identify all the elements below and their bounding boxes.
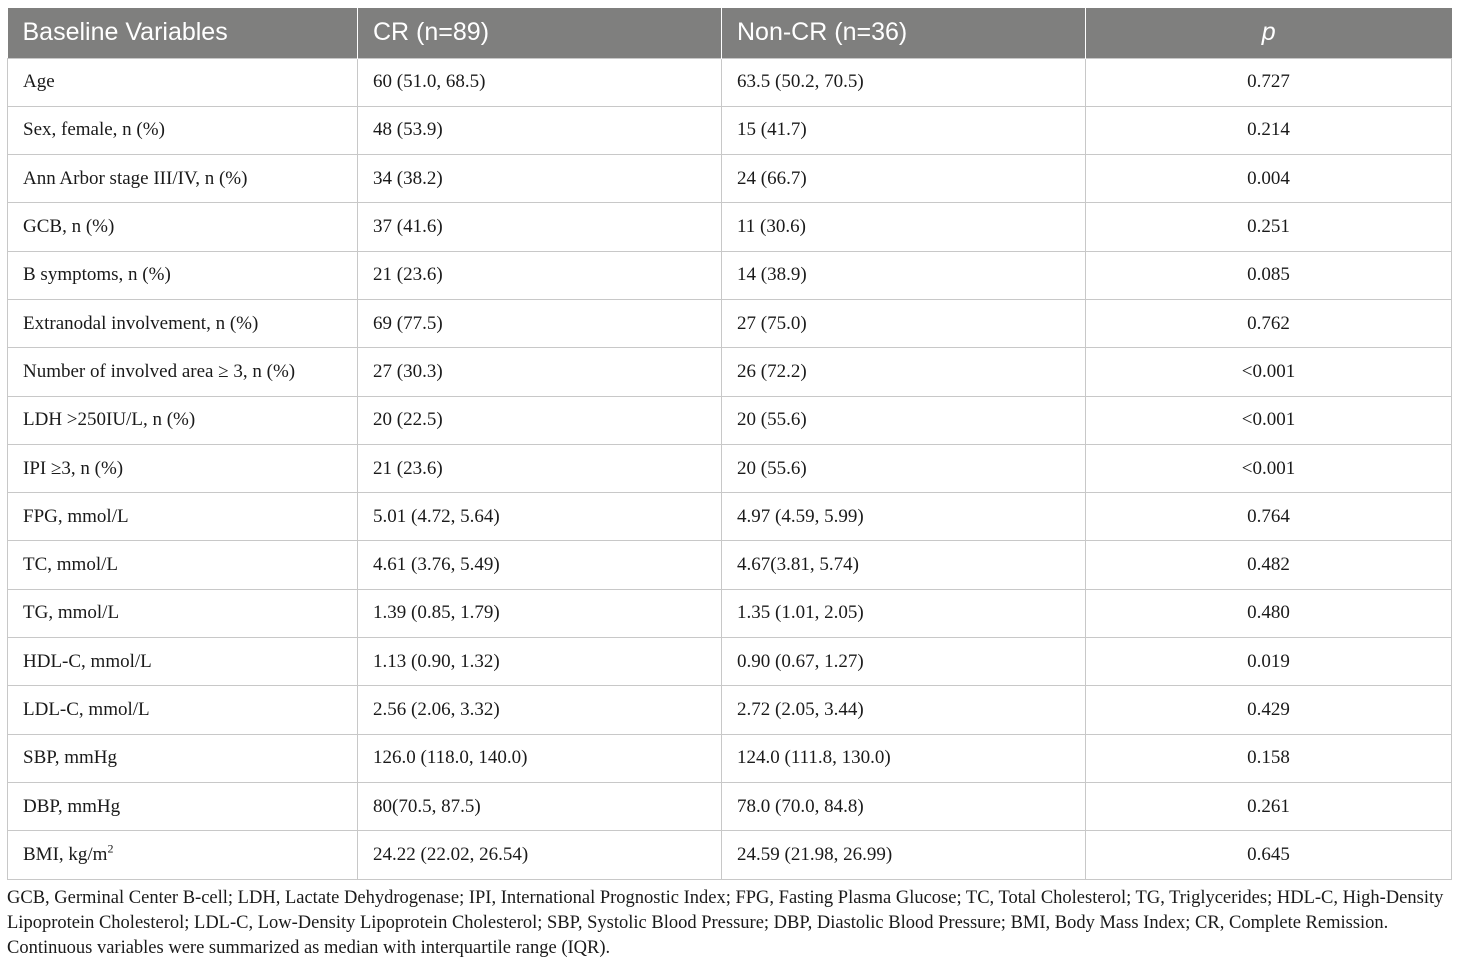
table-header-row bbox=[8, 8, 1452, 58]
cell-non-cr-text: 11 (30.6) bbox=[737, 216, 806, 238]
cell-cr-text: 5.01 (4.72, 5.64) bbox=[373, 505, 500, 527]
cell-non-cr bbox=[722, 493, 1086, 541]
cell-variable-text: TC, mmol/L bbox=[23, 554, 118, 576]
cell-p-value bbox=[1086, 589, 1452, 637]
cell-p-value bbox=[1086, 638, 1452, 686]
cell-non-cr-text: 0.90 (0.67, 1.27) bbox=[737, 650, 864, 672]
cell-p-value bbox=[1086, 782, 1452, 830]
cell-variable-text: DBP, mmHg bbox=[23, 795, 121, 817]
cell-non-cr bbox=[722, 299, 1086, 347]
cell-p-value-text: 0.764 bbox=[1247, 505, 1290, 527]
table-row bbox=[8, 396, 1452, 444]
cell-p-value bbox=[1086, 106, 1452, 154]
cell-variable-text: TG, mmol/L bbox=[23, 602, 120, 624]
cell-p-value-text: 0.480 bbox=[1247, 602, 1290, 624]
cell-variable bbox=[8, 493, 358, 541]
cell-cr bbox=[358, 589, 722, 637]
cell-p-value-text: 0.085 bbox=[1247, 264, 1290, 286]
cell-variable-text: LDH >250IU/L, n (%) bbox=[23, 409, 196, 431]
cell-non-cr-text: 20 (55.6) bbox=[737, 457, 807, 479]
cell-cr bbox=[358, 58, 722, 106]
cell-p-value-text: 0.482 bbox=[1247, 554, 1290, 576]
table-row bbox=[8, 444, 1452, 492]
cell-p-value bbox=[1086, 493, 1452, 541]
cell-cr-text: 4.61 (3.76, 5.49) bbox=[373, 554, 500, 576]
footnote-abbreviations: GCB, Germinal Center B-cell; LDH, Lactate Dehydrogenase; IPI, International Prognostic Index; FPG, Fasting Plasma Glucose; TC, Total Cholesterol; TG, Triglycerides; HDL-C, High-Density Lipoprotein Cholesterol; LDL-C, Low-Density Lipoprotein Cholesterol; SBP, Systolic Blood Pressure; DBP, Diastolic Blood Pressure; BMI, Body Mass Index; CR, Complete Remission. bbox=[7, 888, 1444, 933]
cell-cr-text: 69 (77.5) bbox=[373, 312, 443, 334]
cell-variable-text: HDL-C, mmol/L bbox=[23, 650, 152, 672]
cell-non-cr-text: 27 (75.0) bbox=[737, 312, 807, 334]
cell-non-cr bbox=[722, 106, 1086, 154]
cell-non-cr bbox=[722, 58, 1086, 106]
cell-variable-text: B symptoms, n (%) bbox=[23, 264, 171, 286]
cell-variable bbox=[8, 299, 358, 347]
cell-variable bbox=[8, 396, 358, 444]
cell-p-value bbox=[1086, 686, 1452, 734]
cell-non-cr bbox=[722, 541, 1086, 589]
cell-p-value bbox=[1086, 58, 1452, 106]
cell-variable-text: GCB, n (%) bbox=[23, 216, 115, 238]
cell-cr bbox=[358, 396, 722, 444]
cell-p-value bbox=[1086, 831, 1452, 879]
header-p-value: p bbox=[1086, 8, 1452, 58]
cell-variable bbox=[8, 444, 358, 492]
table-row bbox=[8, 638, 1452, 686]
table-row bbox=[8, 493, 1452, 541]
cell-non-cr bbox=[722, 831, 1086, 879]
cell-cr-text: 48 (53.9) bbox=[373, 119, 443, 141]
cell-cr-text: 126.0 (118.0, 140.0) bbox=[373, 747, 528, 769]
table-row bbox=[8, 348, 1452, 396]
cell-p-value-text: 0.214 bbox=[1247, 119, 1290, 141]
cell-variable bbox=[8, 734, 358, 782]
cell-p-value-text: 0.251 bbox=[1247, 216, 1290, 238]
cell-non-cr bbox=[722, 251, 1086, 299]
cell-p-value-text: 0.645 bbox=[1247, 843, 1290, 865]
cell-variable bbox=[8, 638, 358, 686]
cell-non-cr-text: 124.0 (111.8, 130.0) bbox=[737, 747, 891, 769]
cell-cr bbox=[358, 203, 722, 251]
cell-non-cr-text: 14 (38.9) bbox=[737, 264, 807, 286]
cell-cr bbox=[358, 782, 722, 830]
cell-cr bbox=[358, 541, 722, 589]
cell-cr bbox=[358, 638, 722, 686]
cell-variable bbox=[8, 203, 358, 251]
cell-non-cr bbox=[722, 638, 1086, 686]
cell-p-value-text: 0.004 bbox=[1247, 167, 1290, 189]
cell-variable bbox=[8, 251, 358, 299]
cell-cr-text: 34 (38.2) bbox=[373, 167, 443, 189]
footnote-note: Continuous variables were summarized as median with interquartile range (IQR). bbox=[7, 938, 611, 958]
cell-cr bbox=[358, 251, 722, 299]
cell-p-value bbox=[1086, 155, 1452, 203]
cell-variable-text: FPG, mmol/L bbox=[23, 505, 129, 527]
cell-non-cr-text: 26 (72.2) bbox=[737, 360, 807, 382]
cell-p-value-text: 0.261 bbox=[1247, 795, 1290, 817]
cell-variable-text: Age bbox=[23, 71, 55, 93]
cell-non-cr-text: 24.59 (21.98, 26.99) bbox=[737, 843, 893, 865]
cell-non-cr-text: 2.72 (2.05, 3.44) bbox=[737, 699, 864, 720]
cell-variable bbox=[8, 589, 358, 637]
cell-cr bbox=[358, 299, 722, 347]
unit-superscript: 2 bbox=[107, 841, 114, 856]
cell-p-value bbox=[1086, 251, 1452, 299]
table-row bbox=[8, 734, 1452, 782]
cell-variable bbox=[8, 541, 358, 589]
cell-cr bbox=[358, 106, 722, 154]
header-baseline-variables: Baseline Variables bbox=[8, 8, 358, 58]
cell-cr-text: 20 (22.5) bbox=[373, 409, 443, 431]
cell-non-cr-text: 1.35 (1.01, 2.05) bbox=[737, 602, 864, 624]
table-row bbox=[8, 831, 1452, 879]
table-footnote bbox=[7, 886, 1453, 961]
table-row bbox=[8, 58, 1452, 106]
cell-cr-text: 27 (30.3) bbox=[373, 360, 443, 382]
cell-non-cr-text: 24 (66.7) bbox=[737, 167, 807, 189]
cell-variable-text: Extranodal involvement, n (%) bbox=[23, 312, 259, 334]
cell-cr-text: 80(70.5, 87.5) bbox=[373, 795, 481, 817]
cell-cr-text: 1.39 (0.85, 1.79) bbox=[373, 602, 500, 624]
cell-non-cr-text: 78.0 (70.0, 84.8) bbox=[737, 795, 864, 817]
cell-variable-text: Sex, female, n (%) bbox=[23, 119, 165, 141]
cell-cr-text: 60 (51.0, 68.5) bbox=[373, 71, 486, 93]
cell-variable bbox=[8, 782, 358, 830]
cell-non-cr bbox=[722, 203, 1086, 251]
cell-p-value-text: <0.001 bbox=[1241, 409, 1296, 431]
baseline-table-container bbox=[7, 8, 1451, 880]
table-row bbox=[8, 299, 1452, 347]
cell-variable-text: SBP, mmHg bbox=[23, 747, 117, 769]
cell-variable bbox=[8, 106, 358, 154]
cell-p-value bbox=[1086, 299, 1452, 347]
cell-p-value-text: 0.762 bbox=[1247, 312, 1290, 334]
cell-cr bbox=[358, 348, 722, 396]
cell-non-cr bbox=[722, 782, 1086, 830]
cell-p-value-text: 0.158 bbox=[1247, 747, 1290, 769]
cell-p-value bbox=[1086, 444, 1452, 492]
table-body bbox=[8, 58, 1452, 879]
cell-cr-text: 21 (23.6) bbox=[373, 457, 443, 479]
cell-variable-text: Number of involved area ≥ 3, n (%) bbox=[23, 360, 296, 382]
cell-cr-text: 24.22 (22.02, 26.54) bbox=[373, 843, 529, 865]
cell-cr-text: 2.56 (2.06, 3.32) bbox=[373, 699, 500, 720]
cell-p-value bbox=[1086, 396, 1452, 444]
cell-non-cr bbox=[722, 348, 1086, 396]
table-row bbox=[8, 106, 1452, 154]
cell-variable bbox=[8, 686, 358, 734]
cell-p-value-text: 0.429 bbox=[1247, 699, 1290, 720]
table-row bbox=[8, 203, 1452, 251]
cell-variable-text: IPI ≥3, n (%) bbox=[23, 457, 124, 479]
cell-cr bbox=[358, 831, 722, 879]
cell-non-cr bbox=[722, 155, 1086, 203]
cell-non-cr bbox=[722, 589, 1086, 637]
cell-cr bbox=[358, 155, 722, 203]
cell-non-cr bbox=[722, 734, 1086, 782]
cell-p-value-text: <0.001 bbox=[1241, 457, 1296, 479]
cell-p-value bbox=[1086, 348, 1452, 396]
cell-p-value bbox=[1086, 541, 1452, 589]
cell-p-value-text: 0.727 bbox=[1247, 71, 1290, 93]
cell-non-cr-text: 15 (41.7) bbox=[737, 119, 807, 141]
header-cr: CR (n=89) bbox=[358, 8, 722, 58]
cell-p-value-text: 0.019 bbox=[1247, 650, 1290, 672]
cell-cr-text: 37 (41.6) bbox=[373, 216, 443, 238]
cell-variable bbox=[8, 58, 358, 106]
cell-non-cr-text: 63.5 (50.2, 70.5) bbox=[737, 71, 864, 93]
cell-variable-text: Ann Arbor stage III/IV, n (%) bbox=[23, 167, 248, 189]
cell-cr bbox=[358, 734, 722, 782]
cell-cr bbox=[358, 686, 722, 734]
cell-non-cr-text: 4.97 (4.59, 5.99) bbox=[737, 505, 864, 527]
cell-cr bbox=[358, 444, 722, 492]
cell-non-cr bbox=[722, 396, 1086, 444]
cell-non-cr-text: 4.67(3.81, 5.74) bbox=[737, 554, 859, 576]
cell-variable-text: BMI, kg/m bbox=[23, 843, 108, 865]
cell-non-cr bbox=[722, 686, 1086, 734]
table-row bbox=[8, 541, 1452, 589]
cell-cr-text: 21 (23.6) bbox=[373, 264, 443, 286]
cell-variable bbox=[8, 831, 358, 879]
table-row bbox=[8, 589, 1452, 637]
cell-variable bbox=[8, 348, 358, 396]
cell-cr bbox=[358, 493, 722, 541]
cell-cr-text: 1.13 (0.90, 1.32) bbox=[373, 650, 500, 672]
table-row bbox=[8, 782, 1452, 830]
cell-variable-text: LDL-C, mmol/L bbox=[23, 699, 150, 720]
table-row bbox=[8, 686, 1452, 734]
cell-p-value bbox=[1086, 203, 1452, 251]
cell-variable bbox=[8, 155, 358, 203]
baseline-characteristics-table bbox=[7, 8, 1452, 880]
cell-non-cr bbox=[722, 444, 1086, 492]
cell-p-value bbox=[1086, 734, 1452, 782]
cell-p-value-text: <0.001 bbox=[1241, 360, 1296, 382]
header-non-cr: Non-CR (n=36) bbox=[722, 8, 1086, 58]
table-row bbox=[8, 155, 1452, 203]
cell-non-cr-text: 20 (55.6) bbox=[737, 409, 807, 431]
table-row bbox=[8, 251, 1452, 299]
